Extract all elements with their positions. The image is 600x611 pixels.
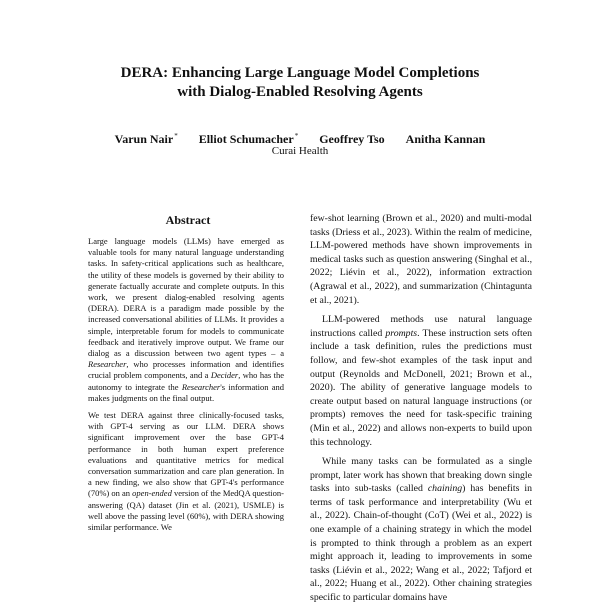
text-run: 's information and makes judgments on the final output. <box>88 381 284 403</box>
author-name: Varun Nair <box>114 132 174 146</box>
emphasis-text: Researcher <box>88 359 127 370</box>
text-run: version of the MedQA question-answering (QA) dataset (Jin et al. (2021), USMLE) is well above the passing level (60%), with DERA showing similar performance. We <box>88 488 285 533</box>
body-paragraph <box>310 313 532 449</box>
emphasis-text: prompts <box>385 327 418 339</box>
text-run: While many tasks can be formulated as a single prompt, later work has shown that breaking down single tasks into sub-tasks (called <box>310 456 532 495</box>
body-paragraph <box>310 455 532 605</box>
text-run: Large language models (LLMs) have emerged as valuable tools for many natural language understanding tasks. In safety-critical applications such as healthcare, the utility of these models is governed by their ability to generate factually accurate and complete outputs. In this work, we present dialog-enabled resolving agents (DERA). DERA is a paradigm made possible by the increased conversational abilities of LLMs. It provides a simple, interpretable forum for models to communicate feedback and iteratively improve output. We frame our dialog as a discussion between two agent types – a <box>88 236 284 359</box>
body-column <box>310 212 532 611</box>
affiliation: Curai Health <box>271 145 329 157</box>
title-line-1: DERA: Enhancing Large Language Model Completions <box>120 65 480 81</box>
emphasis-text: Researcher <box>181 381 221 392</box>
text-run: . These instruction sets often include a task definition, rules the predictions must follow, and few-shot examples of the task input and output (Reynolds and McDonell, 2021; Brown et al., 2020). The ability of generative language models to create output based on natural language instructions (or prompts) removes the need for task-specific training (Min et al., 2022) and allows non-experts to build upon this technology. <box>310 327 532 448</box>
text-run: , who processes information and identifies crucial problem components, and a <box>88 359 284 381</box>
emphasis-text: chaining <box>427 483 463 495</box>
author-mark: * <box>174 132 178 140</box>
body-paragraph: few-shot learning (Brown et al., 2020) and multi-modal tasks (Driess et al., 2023). Within the realm of medicine, LLM-powered methods have shown improvements in medical tasks such as question answering (Singhal et al., 2022; Liévin et al., 2022), information extraction (Agrawal et al., 2022), and summarization (Chintagunta et al., 2021). <box>310 213 533 306</box>
author-name: Elliot Schumacher <box>198 132 294 146</box>
emphasis-text: Decider <box>210 370 239 381</box>
abstract-paragraph <box>88 410 284 533</box>
abstract-paragraph <box>88 236 284 404</box>
author-name: Anitha Kannan <box>405 132 486 146</box>
emphasis-text: open-ended <box>132 488 172 499</box>
text-run: We test DERA against three clinically-focused tasks, with GPT-4 serving as our LLM. DERA shows significant improvement over the base GPT-4 performance in both human expert preference evaluations and quantitative metrics for medical conversation summarization and care plan generation. In a new finding, we also show that GPT-4's performance (70%) on an <box>88 410 284 499</box>
text-run: LLM-powered methods use natural language instructions called <box>310 314 532 339</box>
abstract-heading: Abstract <box>165 213 211 227</box>
abstract-body <box>88 236 284 539</box>
title-line-2: with Dialog-Enabled Resolving Agents <box>177 84 423 100</box>
text-run: ) has benefits in terms of task performance and interpretability (Wu et al., 2022). Chain-of-thought (CoT) (Wei et al., 2022) is one example of a chaining strategy in which the model is prompted to think through a problem as an expert might approach it, leading to improvements in some tasks (Liévin et al., 2022; Wang et al., 2022; Tafjord et al., 2022; Huang et al., 2022). Other chaining strategies specific to particular domains have <box>310 483 532 604</box>
author-name: Geoffrey Tso <box>319 132 385 146</box>
paper-title <box>60 64 540 102</box>
text-run: , who has the autonomy to integrate the <box>88 370 284 392</box>
author-mark: * <box>294 132 299 140</box>
